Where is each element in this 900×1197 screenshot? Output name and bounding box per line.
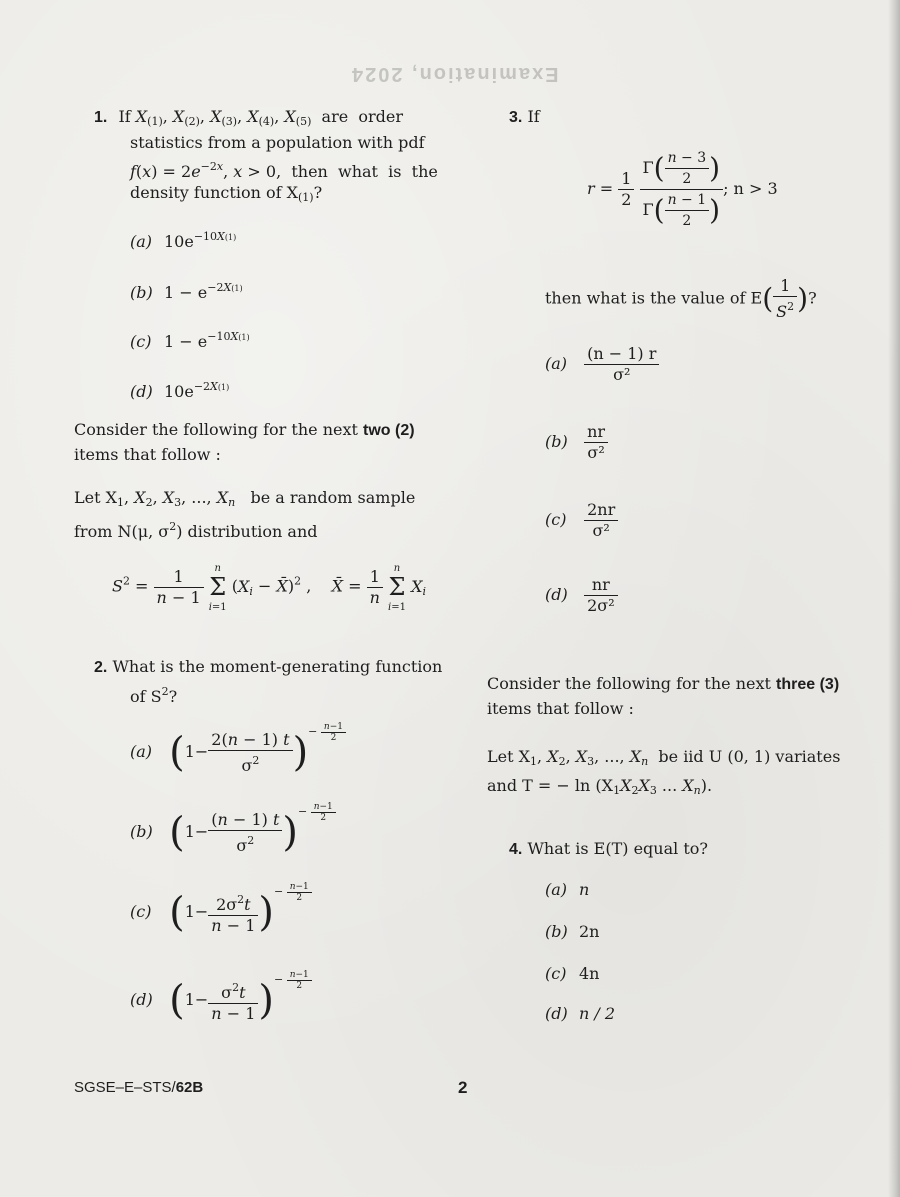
page-edge-shadow xyxy=(888,0,900,1197)
q1-option-b[interactable]: (b) $1 - e^{-2X(1)}$ xyxy=(130,281,243,302)
q2-option-d[interactable]: (d) (1− $\frac{\sigma^2t}{n - 1}$ )− $\frac{n-1}{2}$ xyxy=(130,968,312,1024)
intro-two-items: Consider the following for the next two (2) items that follow : xyxy=(74,420,415,464)
iid-definition: Let $X_1$, $X_2$, $X_3$, ..., $X_n$ be iid U (0, 1) variates and T = − $\ln (X_1X_2X_3$ ... $X_n$). xyxy=(487,747,841,797)
intro-three-items: Consider the following for the next three (3) items that follow : xyxy=(487,674,840,718)
page-number: 2 xyxy=(458,1078,468,1097)
q3-option-b[interactable]: (b) $\frac{nr}{\text{σ²}}$ xyxy=(545,422,608,463)
q3-option-a[interactable]: (a) $\frac{(n - 1) r}{\text{σ²}}$ xyxy=(545,344,659,385)
q1-option-a[interactable]: (a) $10e^{-10X(1)}$ xyxy=(130,230,237,251)
question-2: 2. What is the moment-generating function of $S^2$? xyxy=(94,657,443,706)
q3-option-c[interactable]: (c) $\frac{2nr}{\text{σ²}}$ xyxy=(545,500,618,541)
q1-line4: density function of $X_{(1)}$? xyxy=(130,183,323,204)
q2-option-a[interactable]: (a) (1− $\frac{2(n - 1) t}{\sigma^2}$ )− $\frac{n-1}{2}$ xyxy=(130,720,346,776)
s-squared-formula: $S^2$ = $\frac{1}{n - 1}$ n Σ i=1 ($X_i$ − X̄)$^2$ , X̄ = $\frac{1}{n}$ n Σ i=1 $X_i$ xyxy=(112,563,426,613)
footer-code: SGSE–E–STS/62B xyxy=(74,1079,204,1096)
q4-option-d[interactable]: (d) n / 2 xyxy=(545,1004,616,1023)
question-4: 4. What is E(T) equal to? xyxy=(509,839,708,858)
q4-option-b[interactable]: (b) 2n xyxy=(545,922,600,941)
faint-header: Examination, 2024 xyxy=(350,63,559,85)
q4-option-c[interactable]: (c) 4n xyxy=(545,964,600,983)
q3-option-d[interactable]: (d) $\frac{nr}{\text{2σ²}}$ xyxy=(545,575,618,616)
q1-option-d[interactable]: (d) $10e^{-2X(1)}$ xyxy=(130,380,230,401)
q3-formula: r = $\frac{1}{2}$ Γ( $\frac{n - 3}{2}$ ) Γ( $\frac{n - 1}{2}$ ) ; n > 3 xyxy=(587,150,778,229)
q2-option-c[interactable]: (c) (1− $\frac{2\sigma^2t}{n - 1}$ )− $\frac{n-1}{2}$ xyxy=(130,880,312,936)
q1-line3: $f(x) = 2e^{-2x}$, x > 0, then what is the xyxy=(130,160,438,181)
question-number: 1. xyxy=(94,109,108,126)
q1-line1: If $X_{(1)}$, $X_{(2)}$, $X_{(3)}$, $X_{(4)}$, $X_{(5)}$ are order xyxy=(118,107,404,128)
q3-then: then what is the value of E( $\frac{1}{S^2}$ )? xyxy=(545,276,817,321)
q1-line2: statistics from a population with pdf xyxy=(130,133,425,152)
q4-option-a[interactable]: (a) n xyxy=(545,880,590,899)
q1-option-c[interactable]: (c) $1 - e^{-10X(1)}$ xyxy=(130,330,250,351)
sample-definition: Let $X_1$, $X_2$, $X_3$, ..., $X_n$ be a random sample from N(μ, $\sigma^2$) distribution and xyxy=(74,488,416,541)
question-3: 3. If xyxy=(509,107,540,126)
q2-option-b[interactable]: (b) (1− $\frac{(n - 1) t}{\sigma^2}$ )− $\frac{n-1}{2}$ xyxy=(130,800,336,856)
